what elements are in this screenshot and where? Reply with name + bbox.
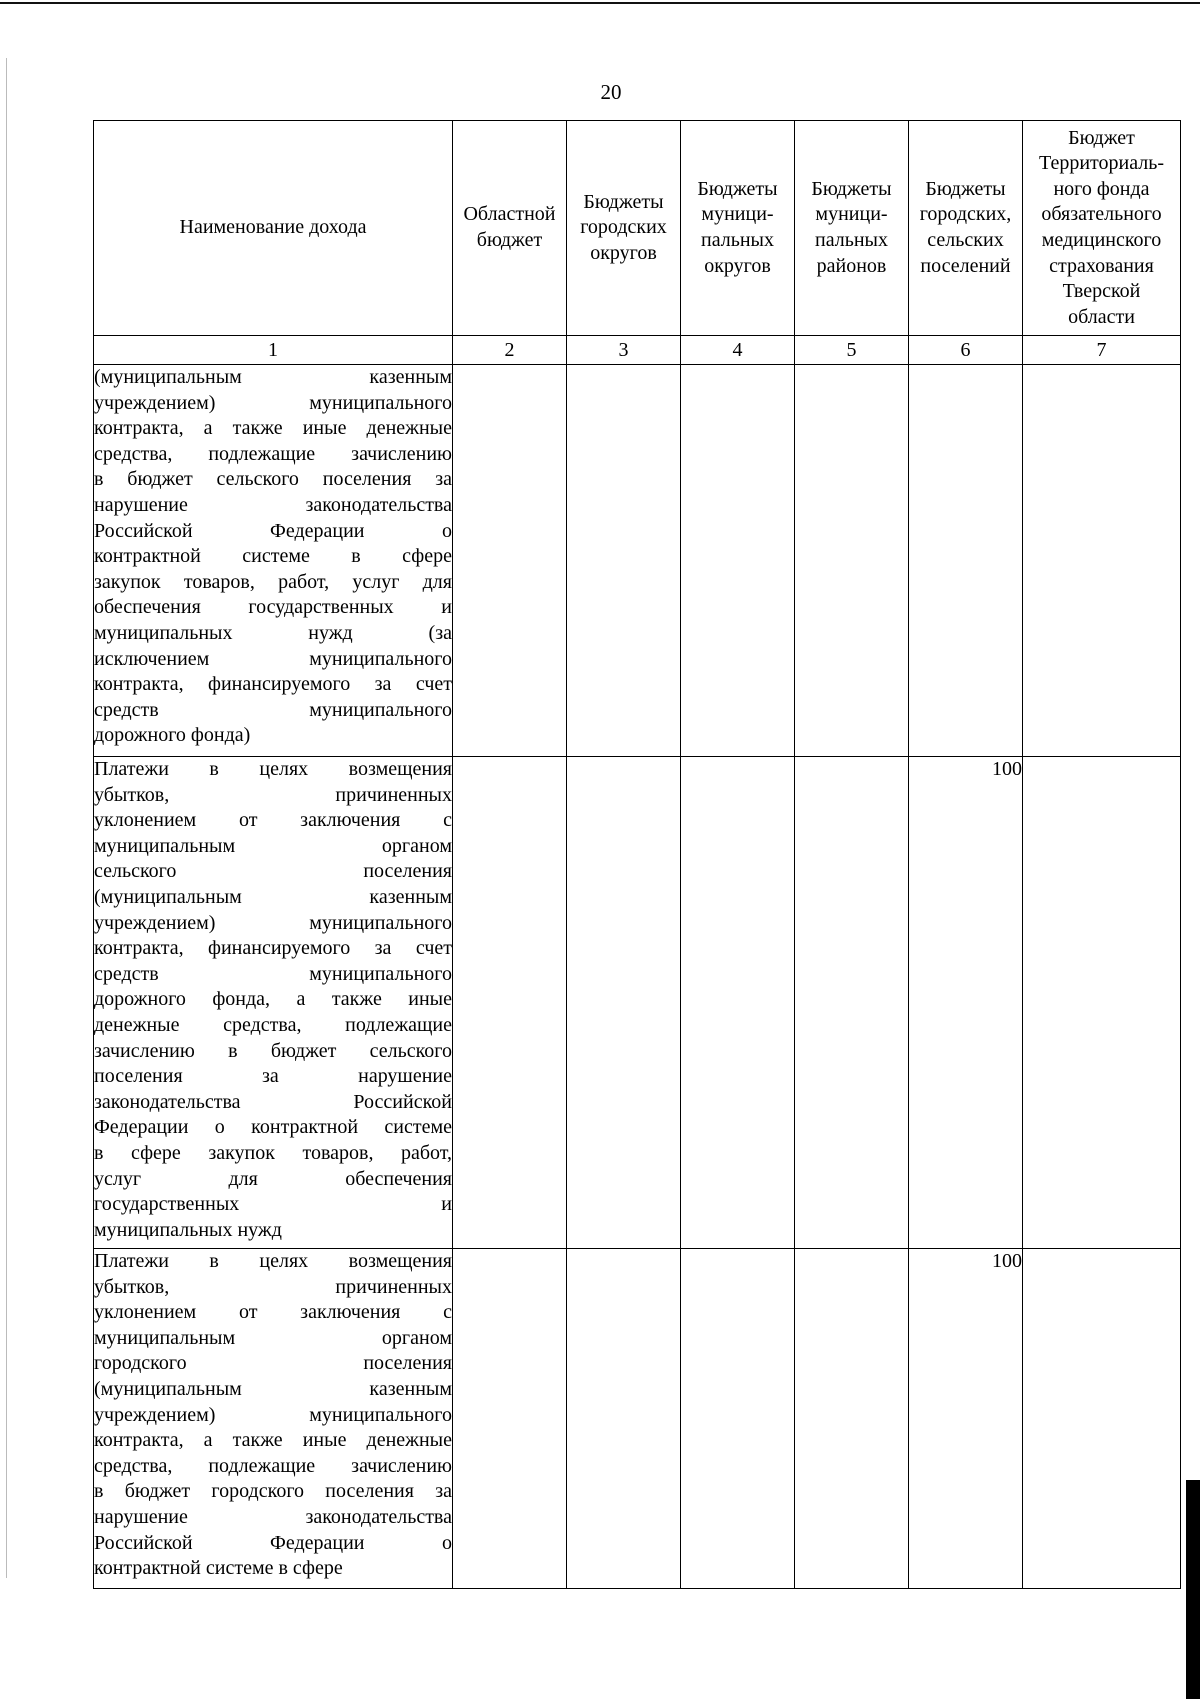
- header-line: области: [1068, 305, 1135, 328]
- income-name-line: городского поселения: [94, 1352, 452, 1375]
- income-name-line: в бюджет сельского поселения за: [94, 468, 452, 491]
- header-line: Бюджеты: [925, 177, 1006, 200]
- value-cell-col-3: [567, 1249, 681, 1589]
- column-number-7: 7: [1023, 336, 1181, 365]
- income-name-line: в бюджет городского поселения за: [94, 1480, 452, 1503]
- income-name-line: муниципальных нужд: [94, 1218, 282, 1241]
- column-number-2: 2: [453, 336, 567, 365]
- header-line: муници-: [701, 203, 774, 226]
- header-line: Бюджеты: [583, 190, 664, 213]
- table-body: [94, 336, 1181, 1589]
- income-name-cell: [94, 365, 453, 757]
- income-distribution-table: [93, 120, 1181, 1589]
- header-regional-budget: [453, 121, 567, 336]
- income-name-line: Платежи в целях возмещения: [94, 1250, 452, 1272]
- header-line: сельских: [927, 229, 1004, 251]
- scan-right-edge-mark: [1186, 1480, 1200, 1699]
- header-line: городских,: [919, 203, 1012, 226]
- column-number-5: 5: [795, 336, 909, 365]
- income-name-line: закупок товаров, работ, услуг для: [94, 570, 452, 593]
- column-number-row: [94, 336, 1181, 365]
- header-line: городских: [580, 216, 667, 239]
- income-name-line: Российской Федерации о: [94, 1531, 452, 1554]
- header-line: муници-: [815, 203, 888, 226]
- value-cell-col-7: [1023, 365, 1181, 757]
- income-name-line: Федерации о контрактной системе: [94, 1116, 452, 1139]
- value-cell-col-2: [453, 757, 567, 1249]
- income-name-cell: [94, 1249, 453, 1589]
- income-name-line: контракта, финансируемого за счет: [94, 673, 452, 696]
- income-name-line: услуг для обеспечения: [94, 1167, 452, 1190]
- page-number: 20: [600, 80, 622, 104]
- income-name-cell: [94, 757, 453, 1249]
- header-municipal-regions-budgets: [795, 121, 909, 336]
- income-name-line: уклонением от заключения с: [94, 1301, 452, 1324]
- header-line: округов: [704, 254, 771, 277]
- value-cell-col-6: [909, 365, 1023, 757]
- header-municipal-districts-budgets: [681, 121, 795, 336]
- header-line: округов: [590, 241, 657, 264]
- income-name-line: исключением муниципального: [94, 647, 452, 670]
- income-name-line: сельского поселения: [94, 860, 452, 883]
- value-cell-col-2: [453, 365, 567, 757]
- value-cell-col-2: [453, 1249, 567, 1589]
- value-cell-col-7: [1023, 757, 1181, 1249]
- header-line: ного фонда: [1053, 177, 1150, 200]
- header-line: Бюджеты: [697, 177, 778, 200]
- value-cell-col-5: [795, 757, 909, 1249]
- income-name-line: (муниципальным казенным: [94, 366, 452, 388]
- income-name-line: (муниципальным казенным: [94, 885, 452, 908]
- header-line: Территориаль-: [1038, 152, 1165, 175]
- income-name-line: дорожного фонда, а также иные: [94, 988, 452, 1011]
- income-name-line: законодательства Российской: [94, 1090, 452, 1113]
- header-line: Областной: [463, 203, 556, 226]
- header-city-districts-budgets: [567, 121, 681, 336]
- income-name-line: муниципальным органом: [94, 1326, 452, 1349]
- header-line: обязательного: [1041, 203, 1162, 226]
- income-name-line: учреждением) муниципального: [94, 1403, 452, 1426]
- column-number-4: 4: [681, 336, 795, 365]
- value-cell-col-4: [681, 1249, 795, 1589]
- header-line: бюджет: [476, 229, 543, 251]
- income-name-line: средств муниципального: [94, 698, 452, 721]
- value-cell-col-6: 100: [909, 757, 1023, 1249]
- income-name-line: зачислению в бюджет сельского: [94, 1039, 452, 1062]
- income-name-line: нарушение законодательства: [94, 1505, 452, 1528]
- table-row: [94, 1249, 1181, 1589]
- value-cell-col-7: [1023, 1249, 1181, 1589]
- income-name-line: обеспечения государственных и: [94, 596, 452, 619]
- page-top-rule: [0, 2, 1200, 4]
- income-name-line: Российской Федерации о: [94, 519, 452, 542]
- scan-left-edge: [6, 58, 7, 1578]
- table-row: [94, 757, 1181, 1249]
- income-name-line: контрактной системе в сфере: [94, 1557, 343, 1580]
- income-name-line: Платежи в целях возмещения: [94, 758, 452, 780]
- income-name-line: учреждением) муниципального: [94, 391, 452, 414]
- header-line: поселений: [920, 254, 1011, 277]
- income-name-line: уклонением от заключения с: [94, 809, 452, 832]
- value-cell-col-6: 100: [909, 1249, 1023, 1589]
- header-line: пальных: [815, 229, 888, 251]
- column-number-1: 1: [94, 336, 453, 365]
- value-cell-col-5: [795, 1249, 909, 1589]
- header-line: пальных: [701, 229, 774, 251]
- income-name-line: государственных и: [94, 1193, 452, 1216]
- income-name-line: учреждением) муниципального: [94, 911, 452, 934]
- income-name-line: в сфере закупок товаров, работ,: [94, 1141, 452, 1164]
- header-health-insurance-fund-budget: [1023, 121, 1181, 336]
- table-header-row: [94, 121, 1181, 336]
- income-name-line: контракта, а также иные денежные: [94, 1429, 452, 1452]
- header-line: медицинского: [1041, 229, 1162, 251]
- income-name-line: денежные средства, подлежащие: [94, 1013, 452, 1036]
- header-line: Бюджеты: [811, 177, 892, 200]
- value-cell-col-4: [681, 757, 795, 1249]
- header-line: страхования: [1049, 254, 1154, 277]
- column-number-3: 3: [567, 336, 681, 365]
- header-line: Тверской: [1062, 280, 1141, 303]
- value-cell-col-5: [795, 365, 909, 757]
- income-name-line: контрактной системе в сфере: [94, 545, 452, 568]
- income-name-line: контракта, финансируемого за счет: [94, 937, 452, 960]
- income-name-line: средства, подлежащие зачислению: [94, 442, 452, 465]
- header-settlements-budgets: [909, 121, 1023, 336]
- column-number-6: 6: [909, 336, 1023, 365]
- value-cell-col-3: [567, 365, 681, 757]
- income-name-line: нарушение законодательства: [94, 493, 452, 516]
- header-income-name: [94, 121, 453, 336]
- header-line: Наименование дохода: [179, 216, 367, 239]
- header-line: районов: [816, 254, 887, 277]
- header-line: Бюджет: [1068, 126, 1135, 149]
- value-cell-col-4: [681, 365, 795, 757]
- income-name-line: убытков, причиненных: [94, 1275, 452, 1298]
- income-name-line: средств муниципального: [94, 962, 452, 985]
- income-name-line: средства, подлежащие зачислению: [94, 1454, 452, 1477]
- income-name-line: дорожного фонда): [94, 724, 251, 747]
- income-name-line: контракта, а также иные денежные: [94, 417, 452, 440]
- income-name-line: муниципальных нужд (за: [94, 621, 452, 644]
- value-cell-col-3: [567, 757, 681, 1249]
- table-row: [94, 365, 1181, 757]
- income-name-line: убытков, причиненных: [94, 783, 452, 806]
- income-name-line: (муниципальным казенным: [94, 1377, 452, 1400]
- income-name-line: поселения за нарушение: [94, 1065, 452, 1088]
- income-name-line: муниципальным органом: [94, 834, 452, 857]
